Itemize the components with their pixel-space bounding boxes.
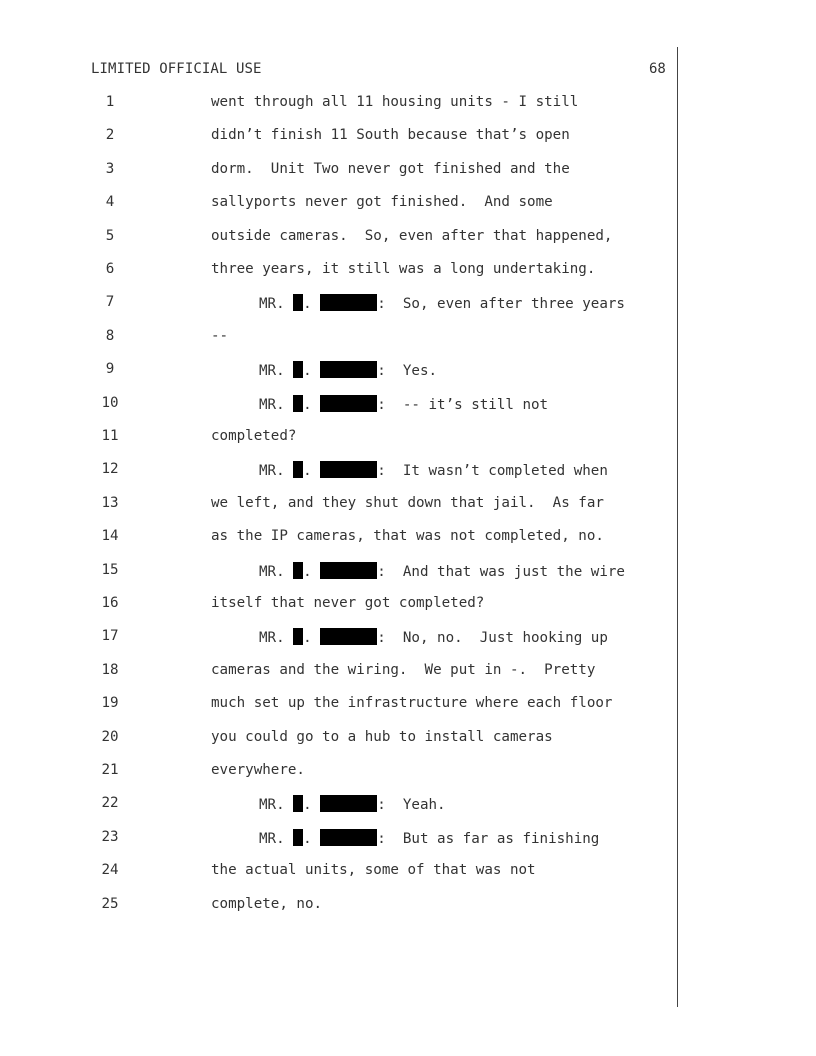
redaction-initial [293, 361, 303, 378]
transcript-line [0, 528, 680, 548]
transcript-line [0, 896, 680, 916]
transcript-line [0, 94, 680, 114]
redaction-surname [320, 395, 377, 412]
spoken-text: : And that was just the wire [377, 563, 625, 580]
line-number: 23 [101, 828, 119, 845]
line-text: didn’t finish 11 South because that’s open [211, 127, 570, 144]
line-number: 18 [101, 661, 119, 678]
speaker-title: MR. [259, 563, 294, 580]
line-number: 20 [101, 728, 119, 745]
redaction-initial [293, 795, 303, 812]
speaker-title: MR. [259, 296, 294, 313]
speaker-title: MR. [259, 463, 294, 480]
redaction-surname [320, 795, 377, 812]
line-text: went through all 11 housing units - I still [211, 94, 579, 110]
line-text: you could go to a hub to install cameras [211, 728, 553, 745]
transcript-line [0, 194, 680, 214]
spoken-text: : Yes. [377, 363, 438, 380]
line-text: the actual units, some of that was not [211, 862, 536, 879]
transcript-line [0, 461, 680, 481]
spoken-text: : -- it’s still not [377, 396, 549, 413]
line-number: 10 [101, 394, 119, 411]
redaction-initial [293, 628, 303, 645]
line-text: as the IP cameras, that was not completed, no. [211, 528, 604, 545]
redaction-initial [293, 562, 303, 579]
line-number: 8 [105, 327, 115, 344]
spoken-text: : It wasn’t completed when [377, 463, 608, 480]
transcript-line [0, 695, 680, 715]
transcript-line [0, 862, 680, 882]
line-number: 11 [101, 428, 119, 444]
redaction-surname [320, 461, 377, 478]
speaker-line [259, 361, 437, 379]
speaker-title: MR. [259, 797, 294, 814]
transcript-line [0, 829, 680, 849]
transcript-line [0, 361, 680, 381]
transcript-line [0, 127, 680, 147]
initial-period: . [303, 563, 321, 580]
transcript-line [0, 228, 680, 248]
transcript-line [0, 662, 680, 682]
line-text: sallyports never got finished. And some [211, 194, 553, 211]
line-text: cameras and the wiring. We put in -. Pretty [211, 661, 596, 678]
line-text: itself that never got completed? [211, 595, 485, 611]
line-number: 7 [105, 294, 115, 311]
line-text: three years, it still was a long undertaking. [211, 261, 596, 277]
classification-header: LIMITED OFFICIAL USE [91, 61, 262, 77]
initial-period: . [303, 396, 321, 413]
speaker-title: MR. [259, 630, 294, 647]
speaker-title: MR. [259, 363, 294, 380]
transcript-line [0, 562, 680, 582]
redaction-initial [293, 461, 303, 478]
initial-period: . [303, 463, 321, 480]
line-number: 21 [101, 762, 119, 778]
line-number: 22 [101, 795, 119, 812]
redaction-initial [293, 294, 303, 311]
line-number: 1 [105, 94, 115, 110]
line-text: outside cameras. So, even after that happened, [211, 227, 613, 244]
transcript-line [0, 395, 680, 415]
line-number: 9 [105, 361, 115, 378]
line-text: much set up the infrastructure where each floor [211, 695, 613, 712]
transcript-line [0, 762, 680, 782]
redaction-surname [320, 361, 377, 378]
line-number: 12 [101, 461, 119, 478]
transcript-line [0, 729, 680, 749]
redaction-surname [320, 294, 377, 311]
line-number: 13 [101, 494, 119, 511]
initial-period: . [303, 830, 321, 847]
spoken-text: : So, even after three years [377, 296, 625, 313]
transcript-line [0, 328, 680, 348]
transcript-line [0, 261, 680, 281]
line-text: -- [211, 327, 229, 344]
redaction-initial [293, 395, 303, 412]
spoken-text: : Yeah. [377, 797, 446, 814]
redaction-surname [320, 562, 377, 579]
line-text: complete, no. [211, 895, 323, 912]
line-number: 5 [105, 227, 115, 244]
initial-period: . [303, 797, 321, 814]
speaker-title: MR. [259, 830, 294, 847]
initial-period: . [303, 363, 321, 380]
speaker-line [259, 628, 608, 646]
speaker-line [259, 395, 548, 413]
line-number: 4 [105, 194, 115, 211]
speaker-line [259, 461, 608, 479]
transcript-line [0, 495, 680, 515]
transcript-line [0, 161, 680, 181]
initial-period: . [303, 630, 321, 647]
initial-period: . [303, 296, 321, 313]
speaker-title: MR. [259, 396, 294, 413]
transcript-line [0, 795, 680, 815]
line-text: everywhere. [211, 762, 305, 778]
line-text: dorm. Unit Two never got finished and the [211, 160, 570, 177]
speaker-line [259, 562, 625, 580]
transcript-line [0, 595, 680, 615]
line-number: 17 [101, 628, 119, 645]
line-number: 19 [101, 695, 119, 712]
line-number: 3 [105, 160, 115, 177]
transcript-line [0, 628, 680, 648]
spoken-text: : No, no. Just hooking up [377, 630, 608, 647]
transcript-line [0, 428, 680, 448]
line-number: 15 [101, 561, 119, 578]
line-number: 25 [101, 895, 119, 912]
transcript-line [0, 294, 680, 314]
redaction-surname [320, 628, 377, 645]
line-number: 24 [101, 862, 119, 879]
line-number: 6 [105, 261, 115, 277]
spoken-text: : But as far as finishing [377, 830, 600, 847]
redaction-surname [320, 829, 377, 846]
speaker-line [259, 829, 599, 847]
line-number: 16 [101, 595, 119, 611]
line-number: 2 [105, 127, 115, 144]
speaker-line [259, 294, 625, 312]
speaker-line [259, 795, 446, 813]
line-text: we left, and they shut down that jail. As far [211, 494, 604, 511]
line-number: 14 [101, 528, 119, 545]
page-number: 68 [649, 61, 666, 77]
line-text: completed? [211, 428, 297, 444]
redaction-initial [293, 829, 303, 846]
